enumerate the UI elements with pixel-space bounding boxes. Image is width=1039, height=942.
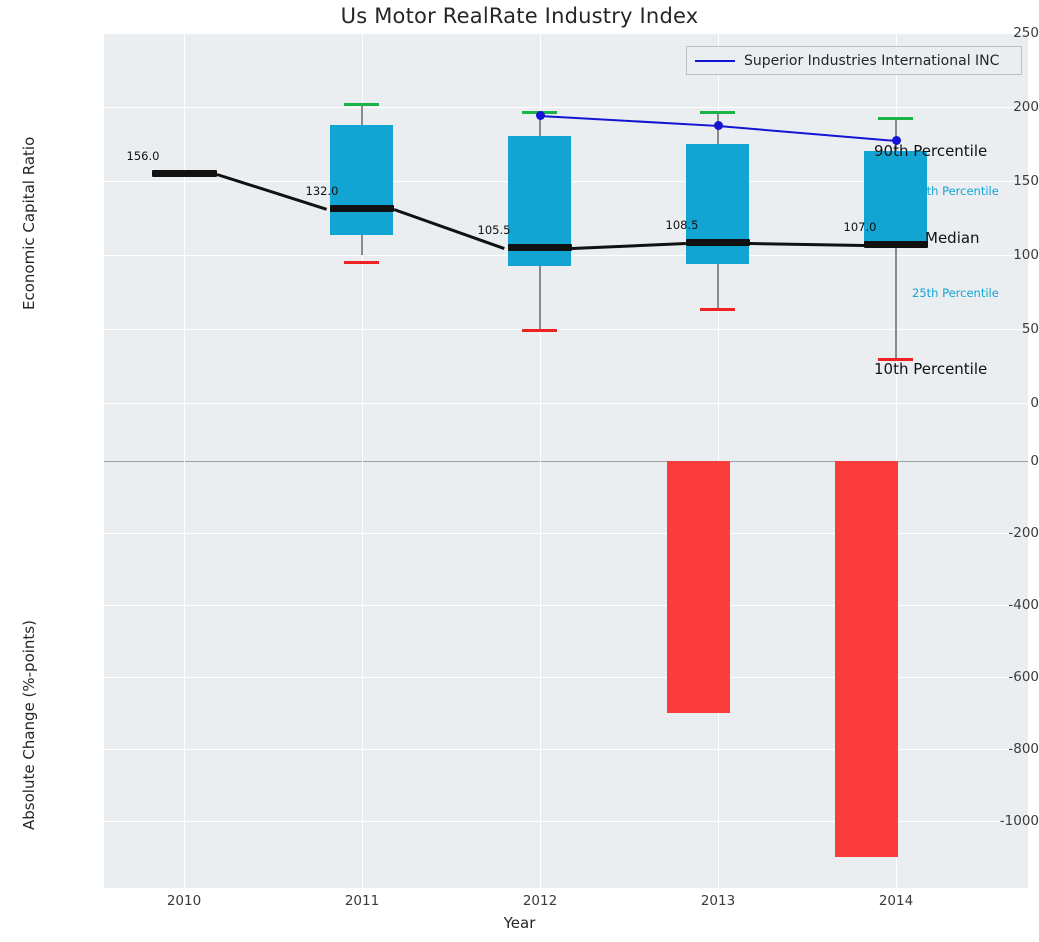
median-label-2014: 107.0 [843,220,877,234]
ytick-bottom-m600: -600 [1008,669,1039,685]
gridline-y0 [104,403,1028,404]
median-segment-2011 [330,205,394,212]
median-label-2013: 108.5 [665,218,699,232]
median-connector-2013-2014 [750,242,864,247]
p10-cap-2012 [522,329,557,332]
ytick-bottom-m800: -800 [1008,741,1039,757]
median-segment-2013 [686,239,750,246]
ytick-bottom-m200: -200 [1008,525,1039,541]
legend [686,46,1022,75]
xtick-2013: 2013 [700,893,736,909]
change-bar-2013 [667,461,730,713]
median-segment-2014 [864,241,928,248]
ytick-top-250: 250 [1013,25,1039,41]
company-line-segment-2013-2014 [718,125,896,142]
company-line-segment-2012-2013 [540,115,718,127]
company-point-2012 [536,111,545,120]
ytick-top-200: 200 [1013,99,1039,115]
p90-cap-2011 [344,103,379,106]
xtick-2012: 2012 [522,893,558,909]
xtick-2010: 2010 [166,893,202,909]
yaxis-label-top: Economic Capital Ratio [20,136,38,310]
ytick-bottom-m1000: -1000 [999,813,1039,829]
p10-cap-2013 [700,308,735,311]
ytick-top-0: 0 [1030,395,1039,411]
annotation-25th-percentile: 25th Percentile [912,286,999,300]
annotation-90th-percentile: 90th Percentile [874,142,988,160]
median-label-2012: 105.5 [477,223,511,237]
median-segment-2012 [508,244,572,251]
yaxis-label-bottom: Absolute Change (%-points) [20,620,38,830]
page-title: Us Motor RealRate Industry Index [340,4,699,28]
xaxis-label: Year [503,914,536,932]
p90-cap-2014 [878,117,913,120]
legend-label-company: Superior Industries International INC [744,52,1000,69]
xtick-2011: 2011 [344,893,380,909]
legend-line-swatch [695,60,735,62]
change-bar-2014 [835,461,898,857]
annotation-median: Median [925,229,980,247]
median-segment-2010 [152,170,217,177]
p90-cap-2013 [700,111,735,114]
ytick-bottom-0: 0 [1030,453,1039,469]
box-2011 [330,125,393,235]
gridline-x-2011-bottom [362,458,363,888]
gridline-y50 [104,329,1028,330]
annotation-10th-percentile: 10th Percentile [874,360,988,378]
top-plot-area [104,33,1028,458]
median-label-2011: 132.0 [305,184,339,198]
gridline-x-2012-bottom [540,458,541,888]
ytick-top-100: 100 [1013,247,1039,263]
bottom-plot-area [104,458,1028,888]
xtick-2014: 2014 [878,893,914,909]
gridline-x-2010 [184,33,185,458]
gridline-y200 [104,107,1028,108]
company-point-2013 [714,121,723,130]
gridline-y250 [104,33,1028,34]
gridline-x-2010-bottom [184,458,185,888]
box-2013 [686,144,749,264]
p10-cap-2011 [344,261,379,264]
ytick-top-150: 150 [1013,173,1039,189]
median-label-2010: 156.0 [126,149,160,163]
ytick-top-50: 50 [1021,321,1039,337]
ytick-bottom-m400: -400 [1008,597,1039,613]
annotation-75th-percentile: 75th Percentile [912,184,999,198]
median-connector-2012-2013 [572,242,686,250]
